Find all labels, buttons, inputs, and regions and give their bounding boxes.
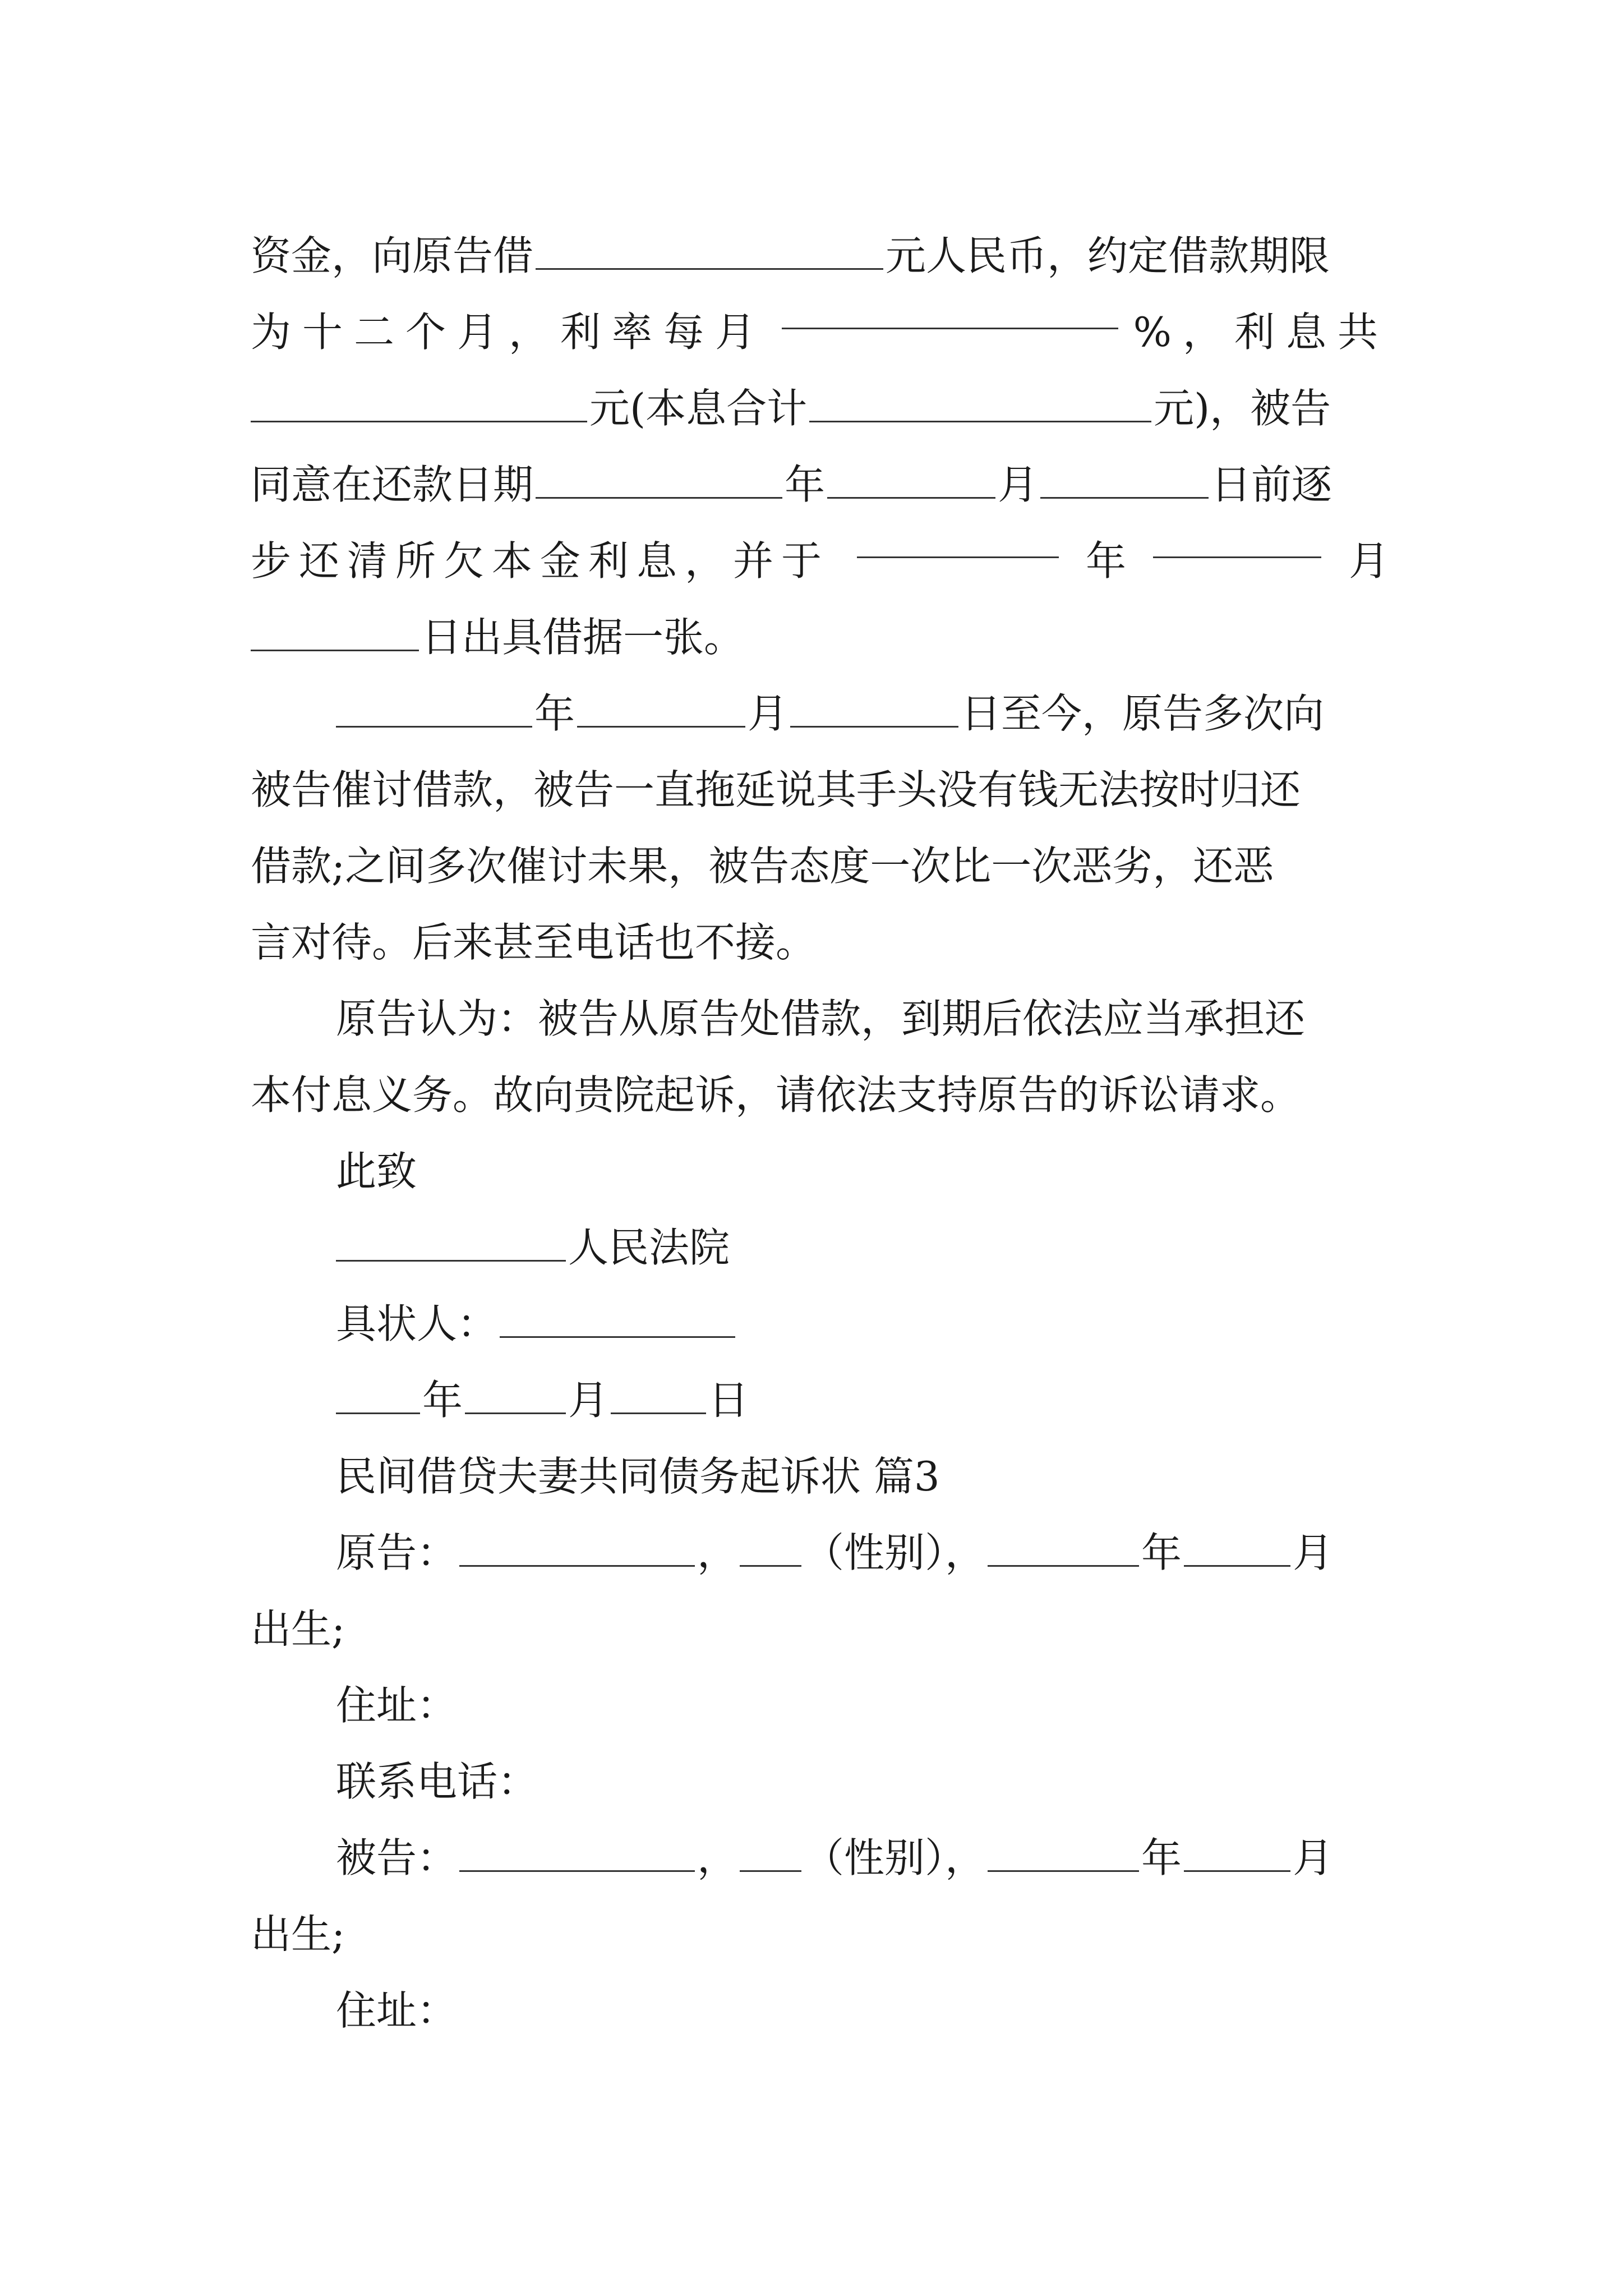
blank-field[interactable] [988,1837,1139,1872]
phone-label: 联系电话： [336,1758,538,1805]
blank-field[interactable] [251,616,419,651]
blank-field[interactable] [988,1531,1139,1567]
blank-field[interactable] [500,1303,735,1338]
address-label-2: 住址： [336,1987,458,2034]
court-line: 人民法院 [251,1209,1389,1286]
text-line-8: 被告催讨借款，被告一直拖延说其手头没有钱无法按时归还 [251,766,1301,813]
text-line-9: 借款;之间多次催讨未果，被告态度一次比一次恶劣，还恶 [251,843,1274,890]
blank-field[interactable] [459,1837,695,1872]
text-line-1: 资金，向原告借 元人民币，约定借款期限 [251,232,1330,279]
text-line-23: 出生; [251,1911,345,1958]
blank-field[interactable] [611,1379,706,1414]
blank-field[interactable] [465,1379,566,1414]
blank-field[interactable] [1153,523,1321,558]
plaintiff-signature-line: 具状人： [251,1286,1389,1362]
text-line-4: 同意在还款日期 年 月 日前逐 [251,461,1332,508]
blank-field[interactable] [740,1837,801,1872]
text-line-3: 元(本息合计 元)，被告 [251,370,1389,447]
blank-field[interactable] [336,1226,566,1262]
document-page [251,218,1389,2049]
blank-field[interactable] [536,463,782,499]
text-line-10: 言对待。后来甚至电话也不接。 [251,919,817,966]
blank-field[interactable] [1040,463,1209,499]
blank-field[interactable] [336,1379,420,1414]
text-line-2: 为十二个月，利率每月 %，利息共 [251,294,1389,370]
blank-field[interactable] [1184,1531,1290,1567]
blank-field[interactable] [251,387,587,422]
blank-field[interactable] [857,523,1059,558]
defendant-line: 被告： ， （性别）， 年 月 [336,1834,1334,1881]
address-label: 住址： [336,1682,458,1729]
blank-field[interactable] [827,463,995,499]
plaintiff-line: 原告： ， （性别）， 年 月 [336,1529,1334,1576]
blank-field[interactable] [336,692,532,728]
blank-field[interactable] [740,1531,801,1567]
text-line-12: 本付息义务。故向贵院起诉，请依法支持原告的诉讼请求。 [251,1071,1301,1119]
blank-field[interactable] [790,692,958,728]
blank-field[interactable] [809,387,1151,422]
blank-field[interactable] [459,1531,695,1567]
date-line: 年 月 日 [251,1362,1389,1438]
blank-field[interactable] [536,234,883,270]
text-line-7: 年 月 日至今，原告多次向 [251,675,1389,752]
section-heading: 民间借贷夫妻共同债务起诉状 篇3 [336,1453,940,1500]
blank-field[interactable] [577,692,745,728]
text-line-19: 出生; [251,1605,345,1653]
blank-field[interactable] [1184,1837,1290,1872]
salutation: 此致 [336,1148,417,1195]
text-line-6: 日出具借据一张。 [251,599,1389,675]
text-line-11: 原告认为：被告从原告处借款，到期后依法应当承担还 [336,995,1306,1042]
blank-field[interactable] [782,294,1118,329]
text-line-5: 步还清所欠本金利息，并于 年 月 [251,523,1389,599]
